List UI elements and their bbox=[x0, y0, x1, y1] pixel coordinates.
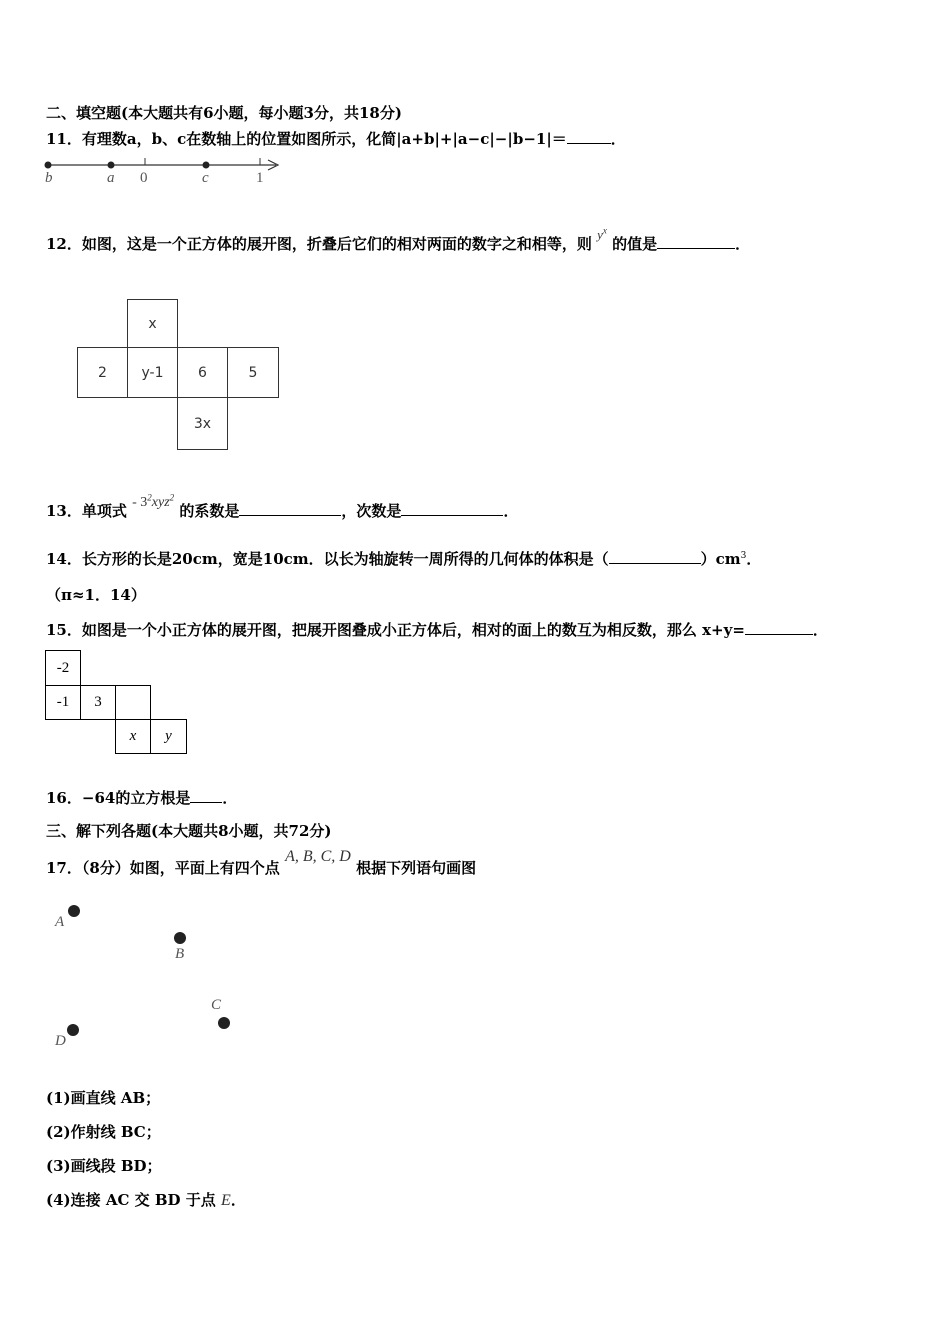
question-12 bbox=[46, 225, 751, 254]
net12-cell-5: 5 bbox=[227, 347, 279, 398]
point-C-dot bbox=[218, 1017, 230, 1029]
question-12-text2: 的值是 bbox=[612, 235, 658, 253]
question-13-end: ． bbox=[503, 502, 519, 520]
question-13-text2: 的系数是 bbox=[179, 502, 240, 520]
answer-blank-12[interactable] bbox=[657, 234, 735, 249]
net15-cell-empty bbox=[115, 685, 151, 720]
question-16-text: 16．−64的立方根是 bbox=[46, 789, 191, 807]
step-3: (3)画线段 BD； bbox=[46, 1157, 162, 1175]
expr-y-power-x: $y^x$ bbox=[597, 225, 607, 242]
question-12-end: ． bbox=[735, 235, 751, 253]
point-B-dot bbox=[174, 932, 186, 944]
question-14-note: （π≈1．14） bbox=[46, 586, 146, 604]
label-a: a bbox=[107, 170, 115, 186]
question-11-end: ． bbox=[610, 130, 626, 148]
label-b: b bbox=[45, 170, 53, 186]
net15-cell-3: 3 bbox=[80, 685, 116, 720]
net12-cell-3x: 3x bbox=[177, 397, 228, 450]
point-D-label: D bbox=[55, 1033, 66, 1049]
points-expr: A, B, C, D bbox=[285, 848, 351, 865]
net15-cell-neg2: -2 bbox=[45, 650, 81, 686]
answer-blank-13a[interactable] bbox=[239, 501, 341, 516]
answer-blank-11[interactable] bbox=[567, 129, 611, 144]
question-14-text: 14．长方形的长是20cm，宽是10cm．以长为轴旋转一周所得的几何体的体积是（ bbox=[46, 550, 609, 568]
step-4-text: (4)连接 AC 交 BD 于点 bbox=[46, 1191, 216, 1209]
expr-monomial: - $3^2xyz^2$ bbox=[132, 492, 175, 510]
label-0: 0 bbox=[140, 170, 148, 186]
point-D-dot bbox=[67, 1024, 79, 1036]
number-line-figure bbox=[40, 152, 290, 192]
answer-blank-15[interactable] bbox=[745, 620, 813, 635]
question-14-text2: ）cm bbox=[700, 550, 741, 568]
net15-cell-neg1: -1 bbox=[45, 685, 81, 720]
net12-cell-2: 2 bbox=[77, 347, 128, 398]
label-c: c bbox=[202, 170, 209, 186]
answer-blank-13b[interactable] bbox=[401, 501, 503, 516]
question-17 bbox=[46, 848, 477, 878]
question-14-end: ． bbox=[746, 550, 762, 568]
section-2-title: 二、填空题(本大题共有6小题，每小题3分，共18分) bbox=[46, 104, 402, 122]
point-b bbox=[45, 162, 52, 169]
point-a bbox=[108, 162, 115, 169]
label-1: 1 bbox=[256, 170, 264, 186]
question-14 bbox=[46, 548, 761, 569]
step-1: (1)画直线 AB； bbox=[46, 1089, 161, 1107]
answer-blank-16[interactable] bbox=[190, 788, 222, 803]
step-4 bbox=[46, 1189, 246, 1210]
question-15 bbox=[46, 619, 828, 640]
question-13 bbox=[46, 492, 519, 521]
section-3-title: 三、解下列各题(本大题共8小题，共72分) bbox=[46, 822, 332, 840]
net15-cell-y: y bbox=[150, 719, 187, 754]
question-16-end: ． bbox=[222, 789, 238, 807]
question-16 bbox=[46, 787, 237, 808]
step-4-end: ． bbox=[230, 1191, 246, 1209]
question-17-text2: 根据下列语句画图 bbox=[356, 859, 477, 877]
point-C-label: C bbox=[211, 997, 222, 1013]
question-11-text: 11．有理数a，b、c在数轴上的位置如图所示，化简|a+b|+|a−c|−|b−1|＝ bbox=[46, 130, 567, 148]
net12-cell-y-1: y-1 bbox=[127, 347, 178, 398]
unit-superscript: 3 bbox=[740, 551, 747, 561]
point-A-label: A bbox=[55, 914, 65, 930]
question-13-text3: ，次数是 bbox=[341, 502, 402, 520]
question-17-text: 17．（8分）如图，平面上有四个点 bbox=[46, 859, 280, 877]
step-2: (2)作射线 BC； bbox=[46, 1123, 161, 1141]
net12-cell-x: x bbox=[127, 299, 178, 348]
net12-cell-6: 6 bbox=[177, 347, 228, 398]
point-E: E bbox=[221, 1192, 231, 1209]
point-B-label: B bbox=[175, 946, 185, 962]
question-15-text: 15．如图是一个小正方体的展开图，把展开图叠成小正方体后，相对的面上的数互为相反数，那么 x+y= bbox=[46, 621, 745, 639]
net15-cell-x: x bbox=[115, 719, 151, 754]
question-12-text: 12．如图，这是一个正方体的展开图，折叠后它们的相对两面的数字之和相等，则 bbox=[46, 235, 592, 253]
question-13-text: 13．单项式 bbox=[46, 502, 127, 520]
question-11 bbox=[46, 128, 626, 149]
answer-blank-14[interactable] bbox=[609, 549, 701, 564]
point-A-dot bbox=[68, 905, 80, 917]
question-15-end: ． bbox=[812, 621, 828, 639]
point-c bbox=[203, 162, 210, 169]
